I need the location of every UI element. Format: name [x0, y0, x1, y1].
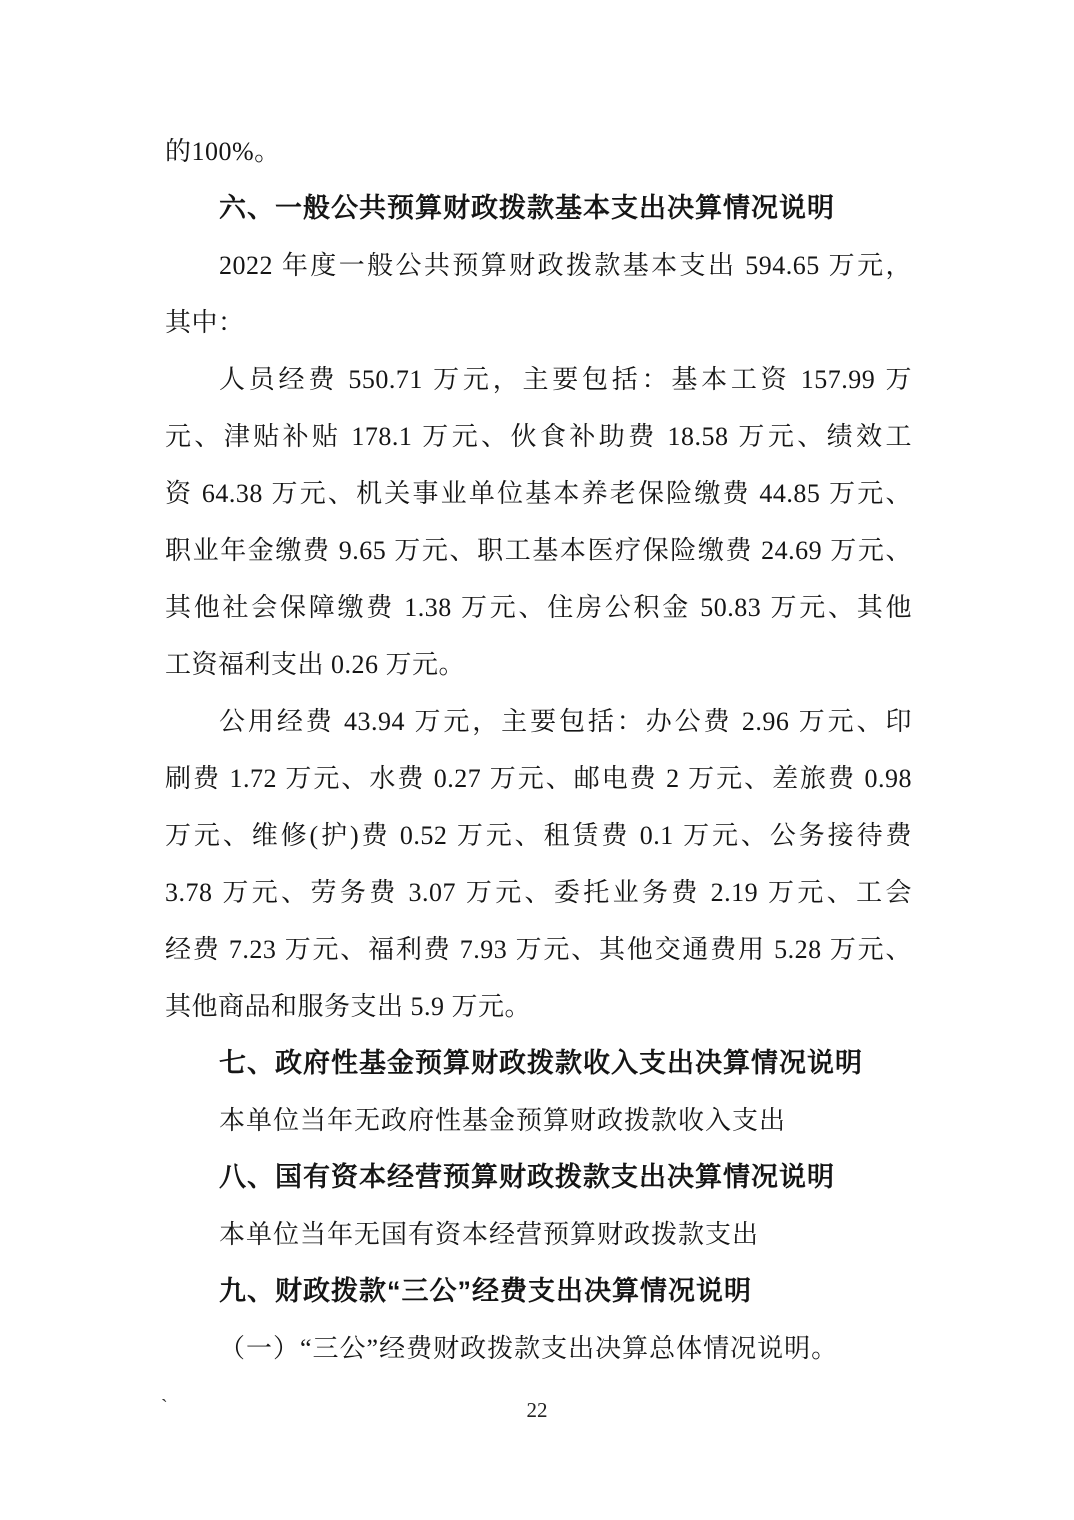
section-heading-7: 七、政府性基金预算财政拨款收入支出决算情况说明 [219, 1048, 863, 1078]
paragraph-line: 职业年金缴费 9.65 万元、职工基本医疗保险缴费 24.69 万元、 [165, 536, 912, 565]
paragraph-line: 万元、维修(护)费 0.52 万元、租赁费 0.1 万元、公务接待费 [165, 821, 912, 850]
section-heading-9: 九、财政拨款“三公”经费支出决算情况说明 [219, 1276, 752, 1306]
footer-stray-mark: ` [161, 1396, 168, 1418]
paragraph-line: 其他社会保障缴费 1.38 万元、住房公积金 50.83 万元、其他 [165, 593, 912, 622]
paragraph-line: 公用经费 43.94 万元，主要包括：办公费 2.96 万元、印 [219, 707, 912, 736]
page-number: 22 [526, 1398, 548, 1422]
paragraph-line: （一）“三公”经费财政拨款支出决算总体情况说明。 [219, 1334, 839, 1363]
paragraph-line: 本单位当年无国有资本经营预算财政拨款支出 [219, 1220, 760, 1249]
paragraph-line: 刷费 1.72 万元、水费 0.27 万元、邮电费 2 万元、差旅费 0.98 [165, 764, 912, 793]
paragraph-line: 2022 年度一般公共预算财政拨款基本支出 594.65 万元， [219, 251, 912, 280]
paragraph-continuation-line: 的100%。 [165, 137, 281, 166]
paragraph-line: 其他商品和服务支出 5.9 万元。 [165, 992, 532, 1021]
page-body [165, 123, 912, 1377]
section-heading-6: 六、一般公共预算财政拨款基本支出决算情况说明 [219, 193, 835, 223]
paragraph-line: 元、津贴补贴 178.1 万元、伙食补助费 18.58 万元、绩效工 [165, 422, 912, 451]
section-heading-8: 八、国有资本经营预算财政拨款支出决算情况说明 [219, 1162, 835, 1192]
paragraph-line: 资 64.38 万元、机关事业单位基本养老保险缴费 44.85 万元、 [165, 479, 912, 508]
paragraph-line: 本单位当年无政府性基金预算财政拨款收入支出 [219, 1106, 787, 1135]
paragraph-line: 人员经费 550.71 万元，主要包括：基本工资 157.99 万 [219, 365, 912, 394]
paragraph-line: 其中： [165, 308, 245, 337]
paragraph-line: 3.78 万元、劳务费 3.07 万元、委托业务费 2.19 万元、工会 [165, 878, 912, 907]
paragraph-line: 经费 7.23 万元、福利费 7.93 万元、其他交通费用 5.28 万元、 [165, 935, 912, 964]
paragraph-line: 工资福利支出 0.26 万元。 [165, 650, 466, 679]
